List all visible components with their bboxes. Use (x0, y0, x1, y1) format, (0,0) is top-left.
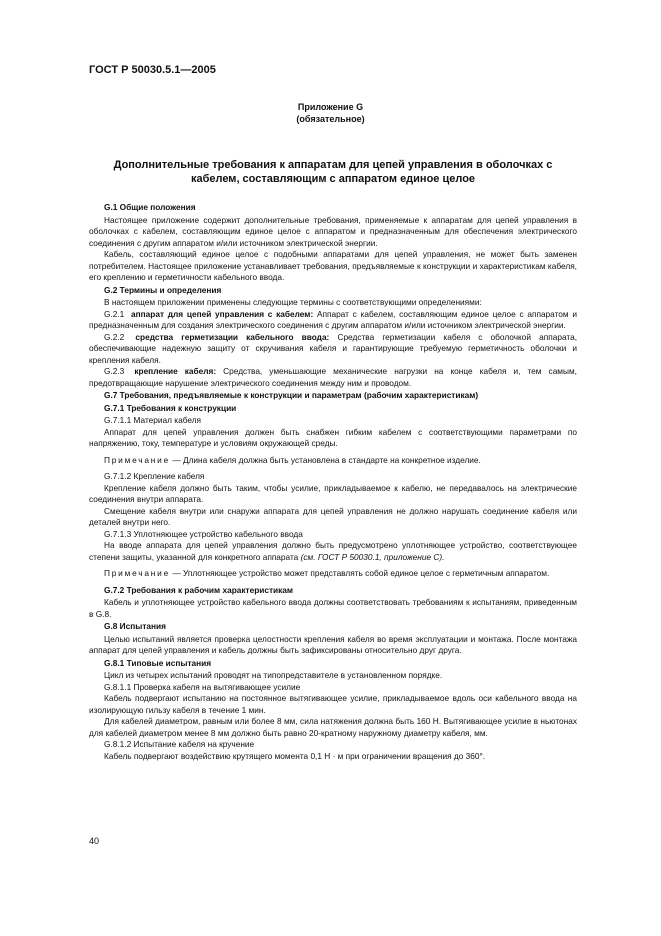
paragraph: Целью испытаний является проверка целостности крепления кабеля во время эксплуатации и монтажа. После монтажа аппарат для цепей управления и кабель должны быть зафиксированы относительно друг друга. (89, 633, 577, 655)
page-number: 40 (89, 836, 100, 846)
paragraph: Кабель, составляющий единое целое с подобными аппаратами для цепей управления, не может быть заменен потребителем. Настоящее приложение устанавливает требования, предъявляемые к конструкции и характеристикам кабеля, его креплению и герметичности кабельного ввода. (89, 249, 577, 282)
note-label: Примечание (104, 568, 171, 578)
standard-header: ГОСТ Р 50030.5.1—2005 (89, 64, 216, 76)
paragraph: Крепление кабеля должно быть таким, чтобы усилие, прикладываемое к кабелю, не передавалось на электрические соединения внутри аппарата. (89, 482, 577, 504)
document-body (89, 201, 577, 762)
subsection-heading: G.8.1.2 Испытание кабеля на кручение (104, 739, 255, 749)
term-name: аппарат для цепей управления с кабелем: (131, 308, 314, 319)
term-definition (89, 309, 577, 332)
note-label: Примечание (104, 454, 171, 465)
section-g72-heading: G.7.2 Требования к рабочим характеристикам (104, 584, 294, 595)
note (89, 568, 577, 580)
paragraph: Кабель подвергают испытанию на постоянное вытягивающее усилие, прикладываемое вдоль оси кабельного ввода на изолирующую гильзу кабеля в течение 1 мин. (89, 693, 577, 715)
standard-reference: (см. ГОСТ Р 50030.1, приложение С). (300, 551, 445, 562)
term-number: G.2.1 (104, 308, 125, 319)
paragraph: Смещение кабеля внутри или снаружи аппарата для цепей управления не должно нарушать соединение кабеля или деталей внутри него. (89, 505, 577, 527)
paragraph: Кабель и уплотняющее устройство кабельного ввода должны соответствовать требованиям к испытаниям, приведенным в G.8. (89, 597, 577, 619)
paragraph: Цикл из четырех испытаний проводят на типопредставителе в установленном порядке. (104, 670, 443, 680)
paragraph: Аппарат для цепей управления должен быть снабжен гибким кабелем с соответствующими параметрами по напряжению, току, температуре и условиям окружающей среды. (89, 426, 577, 448)
subsection-heading: G.7.1.2 Крепление кабеля (104, 471, 205, 481)
annex-title: Приложение G (297, 102, 364, 112)
page-title: Дополнительные требования к аппаратам для цепей управления в оболочках с кабелем, составляющим с аппаратом единое целое (113, 159, 553, 185)
section-g81-heading: G.8.1 Типовые испытания (104, 657, 212, 668)
section-g1-heading: G.1 Общие положения (104, 202, 196, 212)
paragraph: Настоящее приложение содержит дополнительные требования, применяемые к аппаратам для цепей управления в оболочках с кабелем, составляющим единое целое с аппаратом и предназначенным для обеспечения электрического соединения с другим аппаратом и/или источником электрической энергии. (89, 214, 577, 248)
term-number: G.2.2 (104, 331, 125, 342)
paragraph: Кабель подвергают воздействию крутящего момента 0,1 Н · м при ограничении вращения до 360°. (104, 750, 486, 761)
term-text: Средства, уменьшающие механические нагрузки на конце кабеля и, тем самым, предотвращающие нарушение электрического соединения между ним и проводом. (89, 366, 577, 388)
note (89, 455, 577, 467)
term-name: крепление кабеля: (134, 366, 217, 376)
paragraph (89, 540, 577, 563)
paragraph: Для кабелей диаметром, равным или более 8 мм, сила натяжения должна быть 160 Н. Вытягивающее усилие в ньютонах для кабелей диаметром менее 8 мм должно быть равно 20-кратному наружному диаметру кабеля, мм. (89, 716, 577, 738)
annex-heading (0, 101, 661, 125)
paragraph-text: На вводе аппарата для цепей управления должно быть предусмотрено уплотняющее устройство, соответствующее степени защиты, указанной для конкретного аппарата (89, 540, 577, 562)
term-definition (89, 366, 577, 389)
note-text: — Длина кабеля должна быть установлена в стандарте на конкретное изделие. (172, 454, 481, 465)
section-g2-heading: G.2 Термины и определения (104, 284, 222, 295)
note-text: — Уплотняющее устройство может представлять собой единое целое с герметичным аппаратом. (172, 568, 550, 578)
term-definition (89, 332, 577, 367)
section-g71-heading: G.7.1 Требования к конструкции (104, 402, 237, 413)
annex-status: (обязательное) (296, 114, 365, 124)
subsection-heading: G.7.1.3 Уплотняющее устройство кабельного ввода (104, 528, 303, 539)
term-number: G.2.3 (104, 366, 125, 376)
paragraph: В настоящем приложении применены следующие термины с соответствующими определениями: (104, 297, 482, 307)
term-text: Аппарат с кабелем, составляющим единое целое с аппаратом и предназначенным для создания электрического соединения с другим аппаратом и/или источником электрической энергии. (89, 308, 577, 330)
term-name: средства герметизации кабельного ввода: (135, 331, 330, 342)
subsection-heading: G.7.1.1 Материал кабеля (104, 415, 202, 425)
section-g7-heading: G.7 Требования, предъявляемые к конструкции и параметрам (рабочим характеристикам) (104, 390, 479, 400)
term-text: Средства герметизации кабеля с оболочкой аппарата, обеспечивающие надежную защиту от скручивания кабеля и гарантирующие требуемую герметичность оболочки и крепления кабеля. (89, 331, 578, 365)
section-g8-heading: G.8 Испытания (104, 621, 166, 631)
subsection-heading: G.8.1.1 Проверка кабеля на вытягивающее усилие (104, 681, 301, 692)
